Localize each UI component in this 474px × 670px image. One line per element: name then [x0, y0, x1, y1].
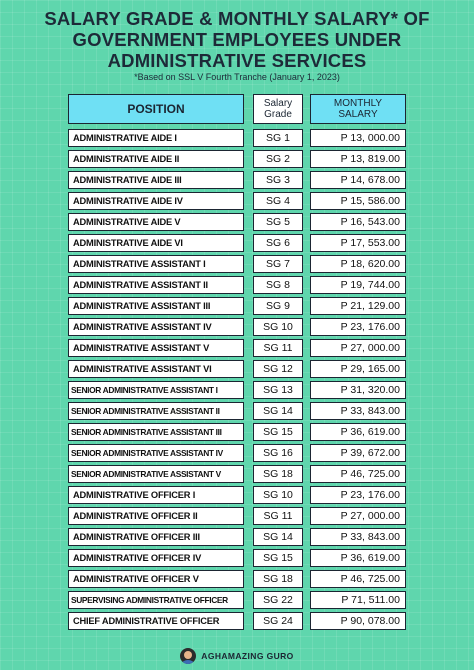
salary-cell: P 46, 725.00 [310, 570, 406, 588]
salary-cell: P 33, 843.00 [310, 402, 406, 420]
grade-cell: SG 15 [253, 549, 303, 567]
position-cell: ADMINISTRATIVE ASSISTANT I [68, 255, 244, 273]
salary-cell: P 36, 619.00 [310, 423, 406, 441]
salary-header-line-2: SALARY [338, 109, 378, 120]
table-row [0, 171, 474, 192]
salary-cell: P 36, 619.00 [310, 549, 406, 567]
table-row [0, 339, 474, 360]
grade-cell: SG 2 [253, 150, 303, 168]
position-cell: ADMINISTRATIVE OFFICER I [68, 486, 244, 504]
table-row [0, 318, 474, 339]
salary-cell: P 90, 078.00 [310, 612, 406, 630]
table-row [0, 528, 474, 549]
salary-cell: P 23, 176.00 [310, 486, 406, 504]
salary-cell: P 31, 320.00 [310, 381, 406, 399]
title-line-1: SALARY GRADE & MONTHLY SALARY* OF [44, 8, 430, 29]
salary-cell: P 17, 553.00 [310, 234, 406, 252]
table-row [0, 507, 474, 528]
salary-cell: P 46, 725.00 [310, 465, 406, 483]
grade-header-line-2: Grade [264, 109, 292, 120]
table-row [0, 402, 474, 423]
grade-cell: SG 22 [253, 591, 303, 609]
grade-cell: SG 7 [253, 255, 303, 273]
salary-cell: P 13, 000.00 [310, 129, 406, 147]
grade-cell: SG 3 [253, 171, 303, 189]
salary-cell: P 14, 678.00 [310, 171, 406, 189]
position-cell: SUPERVISING ADMINISTRATIVE OFFICER [68, 591, 244, 609]
salary-cell: P 21, 129.00 [310, 297, 406, 315]
page-title [0, 8, 474, 71]
grade-cell: SG 13 [253, 381, 303, 399]
salary-cell: P 27, 000.00 [310, 339, 406, 357]
position-cell: ADMINISTRATIVE AIDE V [68, 213, 244, 231]
position-cell: ADMINISTRATIVE ASSISTANT II [68, 276, 244, 294]
title-line-2: GOVERNMENT EMPLOYEES UNDER [72, 29, 402, 50]
salary-header-line-1: MONTHLY [333, 98, 383, 109]
salary-cell: P 29, 165.00 [310, 360, 406, 378]
position-cell: CHIEF ADMINISTRATIVE OFFICER [68, 612, 244, 630]
position-cell: SENIOR ADMINISTRATIVE ASSISTANT V [68, 465, 244, 483]
grade-cell: SG 1 [253, 129, 303, 147]
avatar-icon [180, 648, 196, 664]
table-row [0, 192, 474, 213]
table-row [0, 213, 474, 234]
title-line-3: ADMINISTRATIVE SERVICES [107, 50, 367, 71]
table-row [0, 486, 474, 507]
grade-cell: SG 4 [253, 192, 303, 210]
position-cell: ADMINISTRATIVE AIDE III [68, 171, 244, 189]
table-row [0, 129, 474, 150]
salary-cell: P 23, 176.00 [310, 318, 406, 336]
table-row [0, 360, 474, 381]
salary-cell: P 18, 620.00 [310, 255, 406, 273]
grade-cell: SG 10 [253, 318, 303, 336]
position-cell: ADMINISTRATIVE ASSISTANT V [68, 339, 244, 357]
brand-name: AGHAMAZING GURO [201, 651, 294, 661]
grade-cell: SG 9 [253, 297, 303, 315]
table-row [0, 255, 474, 276]
position-cell: ADMINISTRATIVE AIDE VI [68, 234, 244, 252]
table-row [0, 549, 474, 570]
grade-cell: SG 18 [253, 570, 303, 588]
footer-branding [0, 648, 474, 664]
position-cell: ADMINISTRATIVE ASSISTANT IV [68, 318, 244, 336]
table-row [0, 570, 474, 591]
table-row [0, 591, 474, 612]
grade-cell: SG 5 [253, 213, 303, 231]
table-row [0, 423, 474, 444]
table-row [0, 444, 474, 465]
position-cell: ADMINISTRATIVE ASSISTANT III [68, 297, 244, 315]
grade-cell: SG 11 [253, 507, 303, 525]
table-row [0, 465, 474, 486]
position-cell: ADMINISTRATIVE OFFICER IV [68, 549, 244, 567]
table-row [0, 150, 474, 171]
subtitle-note: *Based on SSL V Fourth Tranche (January 1, 2023) [134, 72, 340, 82]
grade-cell: SG 24 [253, 612, 303, 630]
position-cell: SENIOR ADMINISTRATIVE ASSISTANT I [68, 381, 244, 399]
salary-cell: P 13, 819.00 [310, 150, 406, 168]
position-cell: ADMINISTRATIVE OFFICER V [68, 570, 244, 588]
grade-cell: SG 10 [253, 486, 303, 504]
grade-cell: SG 18 [253, 465, 303, 483]
salary-cell: P 15, 586.00 [310, 192, 406, 210]
salary-cell: P 27, 000.00 [310, 507, 406, 525]
position-cell: ADMINISTRATIVE AIDE II [68, 150, 244, 168]
grade-cell: SG 14 [253, 528, 303, 546]
grade-cell: SG 12 [253, 360, 303, 378]
grade-cell: SG 14 [253, 402, 303, 420]
position-cell: SENIOR ADMINISTRATIVE ASSISTANT II [68, 402, 244, 420]
position-cell: ADMINISTRATIVE OFFICER II [68, 507, 244, 525]
salary-cell: P 71, 511.00 [310, 591, 406, 609]
position-cell: ADMINISTRATIVE AIDE I [68, 129, 244, 147]
column-header-monthly-salary [310, 94, 406, 124]
grade-cell: SG 16 [253, 444, 303, 462]
position-cell: ADMINISTRATIVE AIDE IV [68, 192, 244, 210]
salary-cell: P 33, 843.00 [310, 528, 406, 546]
table-row [0, 381, 474, 402]
salary-cell: P 16, 543.00 [310, 213, 406, 231]
grade-header-line-1: Salary [263, 98, 293, 109]
table-row [0, 234, 474, 255]
position-cell: ADMINISTRATIVE OFFICER III [68, 528, 244, 546]
table-row [0, 276, 474, 297]
table-row [0, 612, 474, 633]
column-header-salary-grade [253, 94, 303, 124]
position-cell: SENIOR ADMINISTRATIVE ASSISTANT III [68, 423, 244, 441]
column-header-position: POSITION [68, 94, 244, 124]
grade-cell: SG 11 [253, 339, 303, 357]
table-row [0, 297, 474, 318]
grade-cell: SG 8 [253, 276, 303, 294]
grade-cell: SG 6 [253, 234, 303, 252]
salary-cell: P 19, 744.00 [310, 276, 406, 294]
position-cell: SENIOR ADMINISTRATIVE ASSISTANT IV [68, 444, 244, 462]
salary-cell: P 39, 672.00 [310, 444, 406, 462]
salary-table [0, 129, 474, 633]
position-cell: ADMINISTRATIVE ASSISTANT VI [68, 360, 244, 378]
grade-cell: SG 15 [253, 423, 303, 441]
